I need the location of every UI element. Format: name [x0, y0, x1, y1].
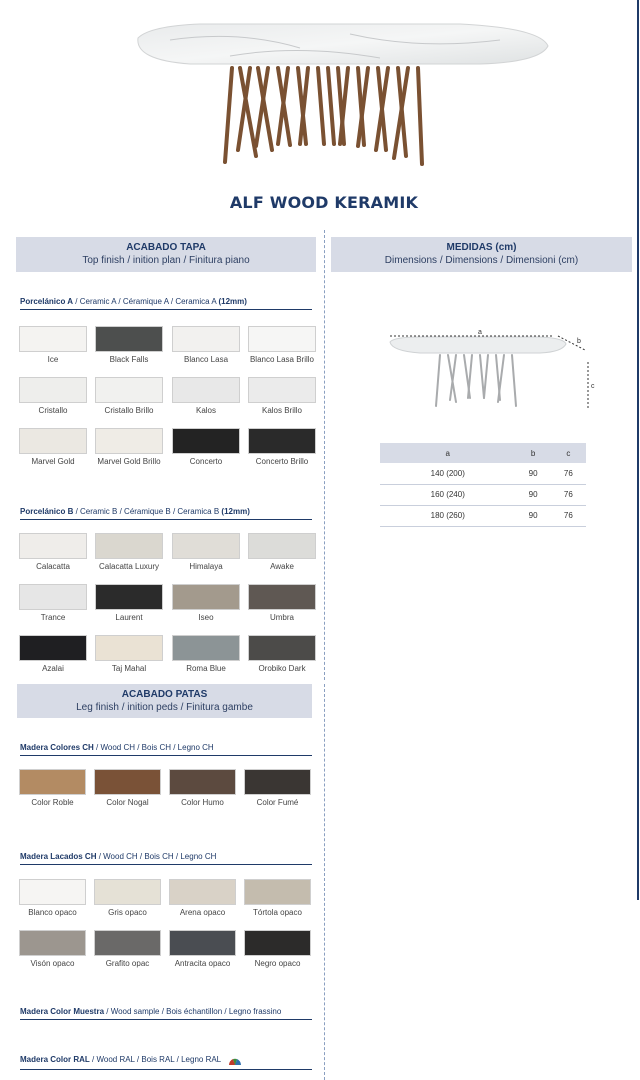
column-divider [324, 230, 325, 680]
dimensions-banner [331, 237, 632, 272]
table-cell: 160 (240) [380, 484, 516, 505]
finish-swatch-label: Trance [40, 613, 66, 622]
finish-swatch [248, 635, 316, 661]
finish-swatch-label: Concerto [189, 457, 223, 466]
madera-muestra-header [20, 1007, 312, 1020]
finish-swatch-label: Cristallo Brillo [104, 406, 154, 415]
finish-swatch [19, 584, 87, 610]
dim-label-a: a [478, 329, 482, 336]
finish-swatch [248, 326, 316, 352]
top-finish-heading: ACABADO TAPA [126, 242, 206, 253]
finish-swatch [248, 428, 316, 454]
page-edge-rule [637, 0, 639, 900]
finish-swatch [19, 533, 87, 559]
finish-swatch-label: Kalos [195, 406, 216, 415]
top-finish-subheading: Top finish / inition plan / Finitura piano [82, 255, 250, 266]
table-row [380, 484, 586, 505]
finish-swatch-label: Awake [270, 562, 294, 571]
finish-swatch [19, 428, 87, 454]
finish-swatch [19, 930, 86, 956]
dimensions-table [380, 443, 586, 527]
madera-colores-label: Madera Colores CH [20, 743, 94, 752]
porcelanico-a-thickness: (12mm) [218, 297, 247, 306]
finish-swatch [94, 879, 161, 905]
madera-colores-translations: / Wood CH / Bois CH / Legno CH [93, 743, 214, 752]
finish-swatch-label: Cristallo [38, 406, 68, 415]
madera-muestra-translations: / Wood sample / Bois échantillon / Legno frassino [104, 1007, 282, 1016]
finish-swatch [172, 635, 240, 661]
table-cell: 90 [516, 463, 551, 484]
finish-swatch [169, 769, 236, 795]
madera-lacados-label: Madera Lacados CH [20, 852, 97, 861]
madera-ral-header [20, 1054, 312, 1070]
finish-swatch-label: Black Falls [109, 355, 149, 364]
table-cell: 90 [516, 505, 551, 526]
finish-swatch [172, 326, 240, 352]
finish-swatch [94, 769, 161, 795]
madera-colores-header [20, 743, 312, 756]
finish-swatch [248, 533, 316, 559]
table-row [380, 463, 586, 484]
finish-swatch-label: Concerto Brillo [255, 457, 309, 466]
finish-swatch [94, 930, 161, 956]
finish-swatch-label: Calacatta [36, 562, 70, 571]
table-header: a [380, 443, 516, 463]
finish-swatch [95, 635, 163, 661]
finish-swatch [248, 377, 316, 403]
madera-lacados-header [20, 852, 312, 865]
porcelanico-b-header [20, 507, 312, 520]
porcelanico-a-label: Porcelánico A [20, 297, 74, 306]
color-wheel-icon [227, 1054, 243, 1066]
porcelanico-b-translations: / Ceramic B / Céramique B / Ceramica B [73, 507, 222, 516]
finish-swatch-label: Laurent [115, 613, 143, 622]
finish-swatch [248, 584, 316, 610]
table-cell: 76 [551, 484, 586, 505]
porcelanico-b-label: Porcelánico B [20, 507, 74, 516]
finish-swatch-label: Marvel Gold [31, 457, 75, 466]
finish-swatch [169, 930, 236, 956]
finish-swatch-label: Calacatta Luxury [98, 562, 160, 571]
finish-swatch-label: Color Humo [181, 798, 224, 807]
finish-swatch-label: Gris opaco [108, 908, 147, 917]
table-cell: 140 (200) [380, 463, 516, 484]
table-cell: 76 [551, 505, 586, 526]
leg-finish-subheading: Leg finish / inition peds / Finitura gambe [76, 702, 253, 713]
finish-swatch-label: Roma Blue [186, 664, 226, 673]
table-cell: 90 [516, 484, 551, 505]
table-cell: 180 (260) [380, 505, 516, 526]
dimensions-diagram [380, 322, 600, 422]
finish-swatch [172, 584, 240, 610]
finish-swatch [95, 326, 163, 352]
finish-swatch-label: Azalai [42, 664, 64, 673]
finish-swatch-label: Himalaya [189, 562, 223, 571]
table-header: c [551, 443, 586, 463]
finish-swatch-label: Iseo [198, 613, 214, 622]
madera-lacados-translations: / Wood CH / Bois CH / Legno CH [96, 852, 217, 861]
porcelanico-a-header [20, 297, 312, 310]
finish-swatch [19, 635, 87, 661]
porcelanico-a-translations: / Ceramic A / Céramique A / Ceramica A [73, 297, 219, 306]
table-header: b [516, 443, 551, 463]
finish-swatch-label: Color Nogal [106, 798, 149, 807]
finish-swatch-label: Negro opaco [254, 959, 301, 968]
column-divider [324, 684, 325, 1080]
finish-swatch-label: Color Fumé [256, 798, 299, 807]
finish-swatch [172, 428, 240, 454]
finish-swatch-label: Grafito opac [105, 959, 150, 968]
finish-swatch-label: Orobiko Dark [258, 664, 306, 673]
finish-swatch [244, 879, 311, 905]
finish-swatch [244, 769, 311, 795]
finish-swatch-label: Blanco Lasa [183, 355, 229, 364]
product-title: ALF WOOD KERAMIK [229, 193, 419, 212]
finish-swatch-label: Kalos Brillo [261, 406, 302, 415]
dimensions-subheading: Dimensions / Dimensions / Dimensioni (cm) [384, 255, 579, 266]
finish-swatch [172, 377, 240, 403]
finish-swatch-label: Visón opaco [30, 959, 75, 968]
table-row [380, 505, 586, 526]
finish-swatch [19, 769, 86, 795]
finish-swatch [19, 326, 87, 352]
madera-ral-translations: / Wood RAL / Bois RAL / Legno RAL [89, 1055, 221, 1065]
finish-swatch [169, 879, 236, 905]
finish-swatch-label: Arena opaco [179, 908, 226, 917]
finish-swatch [172, 533, 240, 559]
finish-swatch-label: Antracita opaco [174, 959, 231, 968]
porcelanico-b-thickness: (12mm) [221, 507, 250, 516]
leg-finish-heading: ACABADO PATAS [121, 689, 208, 700]
table-cell: 76 [551, 463, 586, 484]
finish-swatch [95, 533, 163, 559]
finish-swatch-label: Marvel Gold Brillo [97, 457, 161, 466]
finish-swatch-label: Color Roble [31, 798, 74, 807]
madera-muestra-label: Madera Color Muestra [20, 1007, 105, 1016]
finish-swatch-label: Tórtola opaco [253, 908, 302, 917]
finish-swatch [95, 584, 163, 610]
dim-label-b: b [577, 338, 581, 345]
dim-label-c: c [591, 383, 595, 390]
leg-finish-banner [17, 684, 312, 718]
dimensions-heading: MEDIDAS (cm) [446, 242, 517, 253]
finish-swatch-label: Taj Mahal [111, 664, 147, 673]
finish-swatch [95, 377, 163, 403]
top-finish-banner [16, 237, 316, 272]
finish-swatch [95, 428, 163, 454]
finish-swatch-label: Ice [47, 355, 59, 364]
finish-swatch [19, 879, 86, 905]
finish-swatch-label: Umbra [269, 613, 294, 622]
finish-swatch-label: Blanco Lasa Brillo [249, 355, 315, 364]
table-header-row [380, 443, 586, 463]
finish-swatch-label: Blanco opaco [28, 908, 77, 917]
madera-ral-label: Madera Color RAL [20, 1055, 90, 1065]
finish-swatch [19, 377, 87, 403]
finish-swatch [244, 930, 311, 956]
product-image [0, 0, 640, 180]
